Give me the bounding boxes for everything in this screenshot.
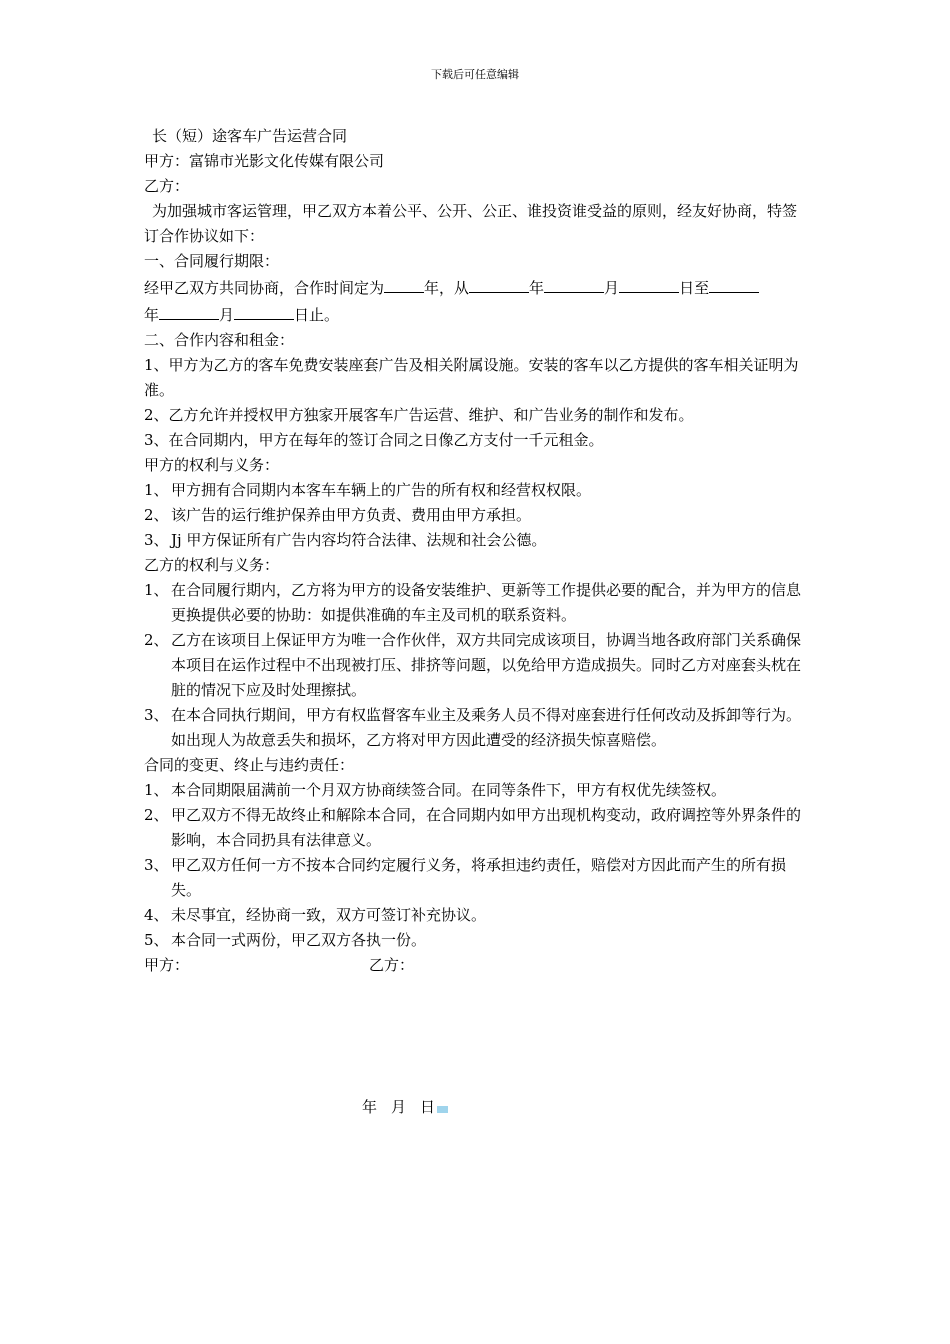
date-year: 年 [362,1098,378,1116]
party-b-line: 乙方： [144,177,190,195]
date-month: 月 [391,1098,407,1116]
blank-field [709,274,759,293]
list-item: 3、 甲乙双方任何一方不按本合同约定履行义务，将承担违约责任，赔偿对方因此而产生的所有损失。 [144,856,787,899]
section2-item: 3、在合同期内，甲方在每年的签订合同之日像乙方支付一千元租金。 [144,431,604,449]
blank-field [234,301,294,320]
section2-item: 2、乙方允许并授权甲方独家开展客车广告运营、维护、和广告业务的制作和发布。 [144,406,694,424]
list-item: 3、 Jj 甲方保证所有广告内容均符合法律、法规和社会公德。 [144,531,547,549]
list-item: 2、 该广告的运行维护保养由甲方负责、费用由甲方承担。 [144,506,532,524]
blank-field [619,274,679,293]
list-item: 2、 甲乙双方不得无故终止和解除本合同，在合同期内如甲方出现机构变动，政府调控等外界条件的影响，本合同扔具有法律意义。 [144,806,802,849]
signature-row [144,953,810,978]
section3-heading: 甲方的权利与义务： [144,456,280,474]
term-paragraph-cont: 年 月 日止。 [144,301,810,328]
section5-heading: 合同的变更、终止与违约责任： [144,756,355,774]
section1-heading: 一、合同履行期限： [144,252,280,270]
signature-party-b: 乙方： [369,956,415,974]
list-item: 2、 乙方在该项目上保证甲方为唯一合作伙伴，双方共同完成该项目，协调当地各政府部门关系确保本项目在运作过程中不出现被打压、排挤等问题，以免给甲方造成损失。同时乙方对座套头枕在脏的情况下应及时处理擦拭。 [144,631,802,699]
date-day: 日 [420,1098,436,1116]
cursor-marker [437,1106,448,1113]
list-item: 3、 在本合同执行期间，甲方有权监督客车业主及乘务人员不得对座套进行任何改动及拆卸等行为。如出现人为故意丢失和损坏，乙方将对甲方因此遭受的经济损失惊喜赔偿。 [144,706,802,749]
list-item: 1、 甲方拥有合同期内本客车车辆上的广告的所有权和经营权权限。 [144,481,592,499]
party-a-line: 甲方：富锦市光影文化传媒有限公司 [144,152,385,170]
blank-field [544,274,604,293]
list-item: 4、 未尽事宜，经协商一致，双方可签订补充协议。 [144,906,487,924]
section2-heading: 二、合作内容和租金： [144,331,295,349]
contract-body [144,124,810,978]
document-title: 长（短）途客车广告运营合同 [152,127,348,145]
intro-paragraph: 为加强城市客运管理，甲乙双方本着公平、公开、公正、谁投资谁受益的原则，经友好协商，特签订合作协议如下： [144,202,798,245]
blank-field [469,274,529,293]
term-paragraph: 经甲乙双方共同协商，合作时间定为 年，从 年 月 日至 [144,274,810,301]
list-item: 1、 在合同履行期内，乙方将为甲方的设备安装维护、更新等工作提供必要的配合，并为甲方的信息更换提供必要的协助：如提供准确的车主及司机的联系资料。 [144,581,802,624]
section2-item: 1、甲方为乙方的客车免费安装座套广告及相关附属设施。安装的客车以乙方提供的客车相关证明为准。 [144,356,799,399]
header-note: 下载后可任意编辑 [431,68,519,81]
signature-party-a: 甲方： [144,956,190,974]
list-item: 1、 本合同期限届满前一个月双方协商续签合同。在同等条件下，甲方有权优先续签权。 [144,781,727,799]
blank-field [384,274,424,293]
signing-date [362,1096,448,1117]
blank-field [159,301,219,320]
section4-heading: 乙方的权利与义务： [144,556,280,574]
list-item: 5、 本合同一式两份，甲乙双方各执一份。 [144,931,427,949]
